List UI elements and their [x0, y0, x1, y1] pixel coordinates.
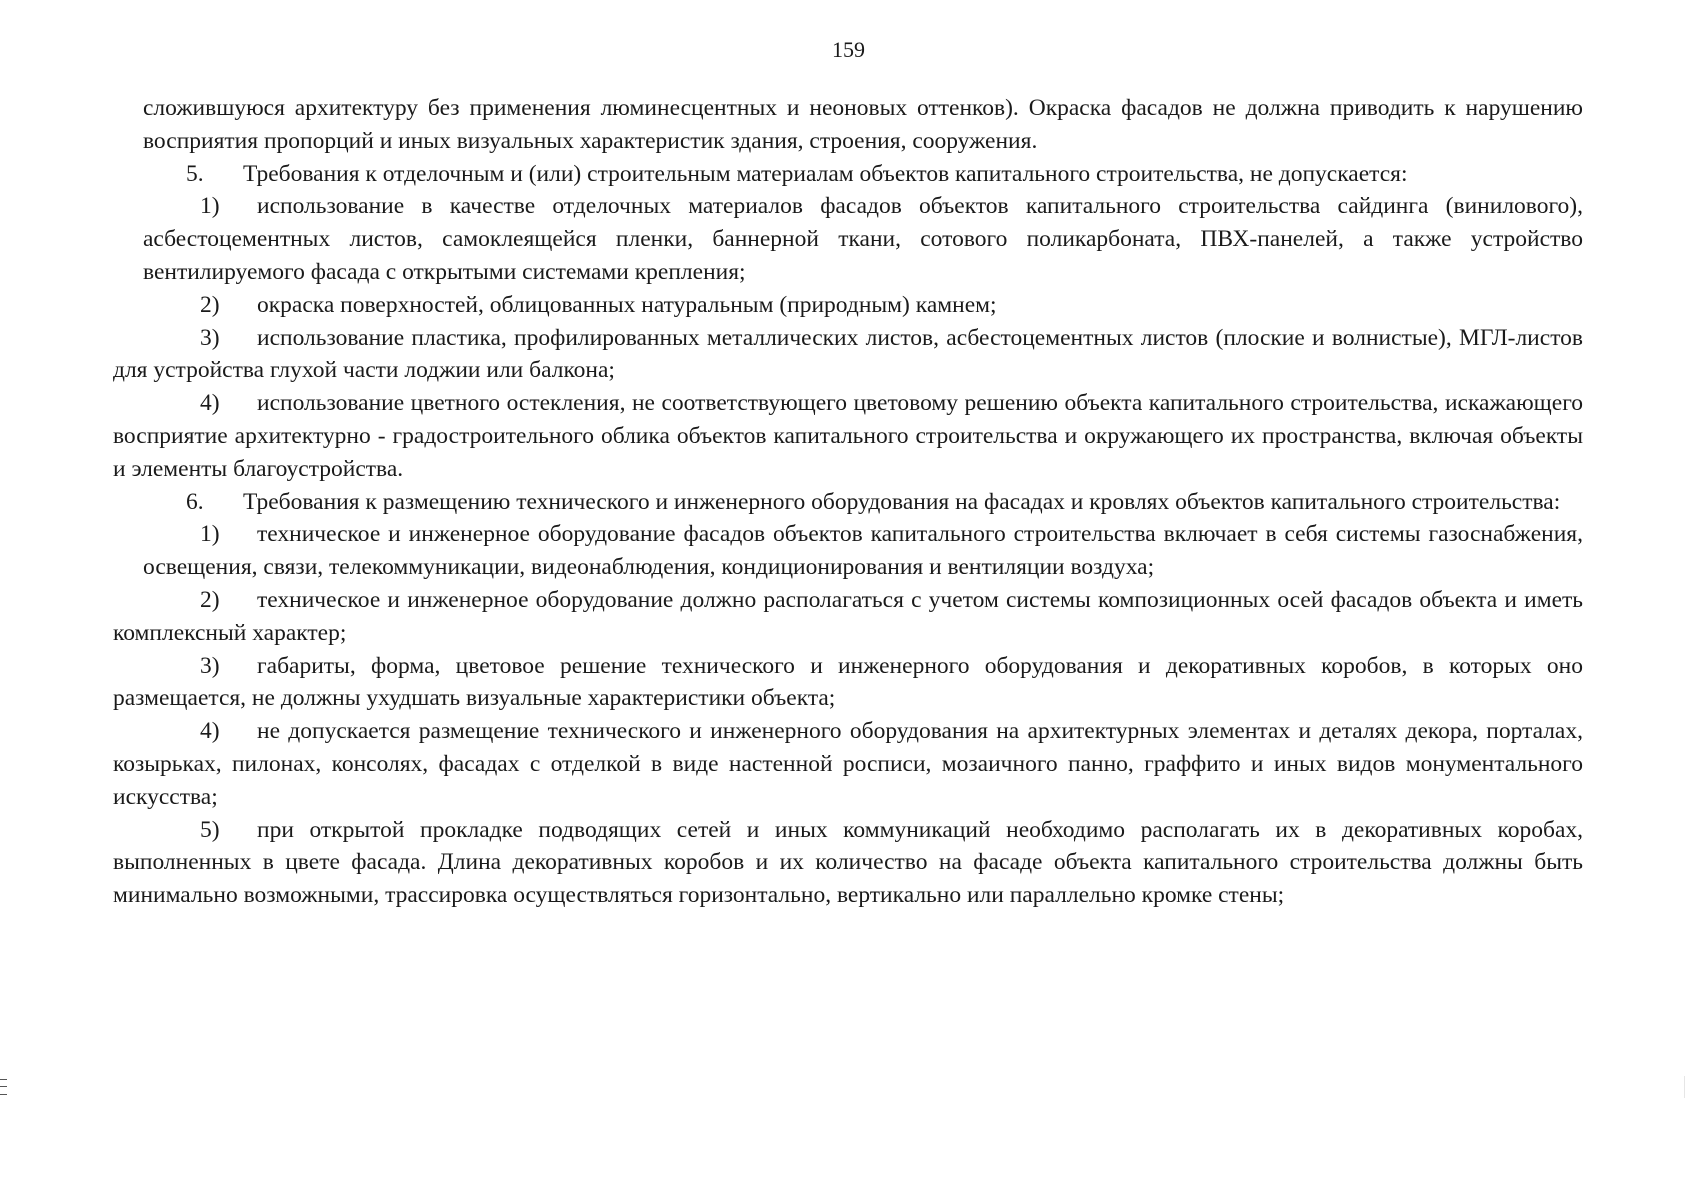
paragraph-continuation [113, 92, 1583, 158]
section-5-item-4 [113, 387, 1583, 485]
item-number: 4) [200, 718, 220, 745]
paragraph-text: окраска поверхностей, облицованных натуральным (природным) камнем; [257, 291, 997, 318]
paragraph-text: сложившуюся архитектуру без применения люминесцентных и неоновых оттенков). Окраска фасадов не должна приводить к нарушению восприятия пропорций и иных визуальных характеристик здания, строения, сооружения. [143, 95, 1583, 154]
paragraph-text: техническое и инженерное оборудование должно располагаться с учетом системы композиционных осей фасадов объекта и иметь комплексный характер; [113, 586, 1583, 646]
section-5-item-2 [113, 289, 1583, 322]
paragraph-text: Требования к отделочным и (или) строительным материалам объектов капитального строительства, не допускается: [243, 160, 1408, 187]
section-5-item-1 [113, 190, 1583, 288]
paragraph-text: использование цветного остекления, не соответствующего цветовому решению объекта капитального строительства, искажающего восприятие архитектурно - градостроительного облика объектов капитального строительства и окружающего их пространства, включая объекты и элементы благоустройства. [113, 390, 1583, 482]
paragraph-text: Требования к размещению технического и инженерного оборудования на фасадах и кровлях объектов капитального строительства: [243, 488, 1561, 515]
item-number: 2) [200, 291, 220, 318]
section-6-item-5 [113, 814, 1583, 912]
section-6-item-3 [113, 650, 1583, 716]
paragraph-text: габариты, форма, цветовое решение технического и инженерного оборудования и декоративных коробов, в которых оно размещается, не должны ухудшать визуальные характеристики объекта; [113, 652, 1583, 712]
paragraph-text: использование в качестве отделочных материалов фасадов объектов капитального строительства сайдинга (винилового), асбестоцементных листов, самоклеящейся пленки, баннерной ткани, сотового поликарбоната, ПВХ-панелей, а также устройство вентилируемого фасада с открытыми системами крепления; [143, 193, 1583, 285]
item-number: 1) [200, 193, 220, 220]
section-5 [113, 158, 1583, 191]
item-number: 1) [200, 521, 220, 548]
section-5-item-3 [113, 322, 1583, 388]
item-number: 5. [186, 160, 204, 187]
scan-edge-line [1684, 1076, 1685, 1098]
section-6 [113, 486, 1583, 519]
section-6-item-2 [113, 584, 1583, 650]
item-number: 4) [200, 390, 220, 417]
paragraph-text: не допускается размещение технического и инженерного оборудования на архитектурных элементах и деталях декора, порталах, козырьках, пилонах, консолях, фасадах с отделкой в виде настенной росписи, мозаичного панно, граффито и иных видов монументального искусства; [113, 718, 1583, 810]
paragraph-text: техническое и инженерное оборудование фасадов объектов капитального строительства включает в себя системы газоснабжения, освещения, связи, телекоммуникации, видеонаблюдения, кондиционирования и вентиляции воздуха; [143, 521, 1583, 581]
scan-edge-mark [0, 1086, 7, 1087]
document-body [113, 92, 1583, 912]
paragraph-text: использование пластика, профилированных металлических листов, асбестоцементных листов (плоские и волнистые), МГЛ-листов для устройства глухой части лоджии или балкона; [113, 324, 1583, 384]
section-6-item-4 [113, 715, 1583, 813]
page-number: 159 [832, 37, 865, 62]
item-number: 3) [200, 324, 220, 351]
item-number: 5) [200, 816, 220, 843]
scan-edge-mark [0, 1094, 7, 1095]
scan-edge-mark [0, 1079, 7, 1080]
item-number: 2) [200, 586, 220, 613]
section-6-item-1 [113, 518, 1583, 584]
paragraph-text: при открытой прокладке подводящих сетей и иных коммуникаций необходимо располагать их в декоративных коробах, выполненных в цвете фасада. Длина декоративных коробов и их количество на фасаде объекта капитального строительства должны быть минимально возможными, трассировка осуществляться горизонтально, вертикально или параллельно кромке стены; [113, 816, 1583, 909]
item-number: 6. [186, 488, 204, 515]
item-number: 3) [200, 652, 220, 679]
